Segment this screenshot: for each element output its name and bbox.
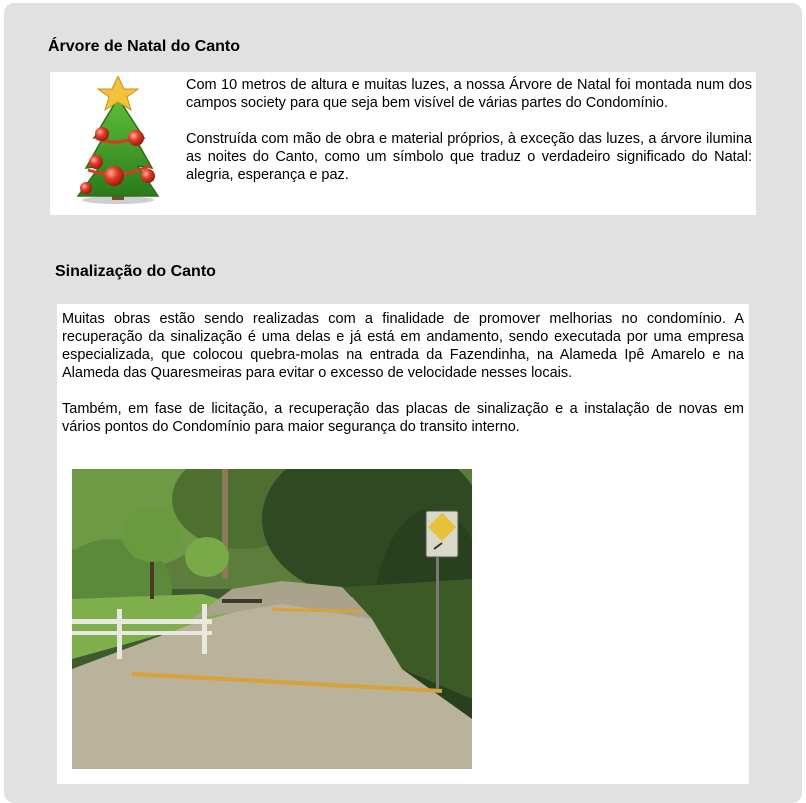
christmas-tree-text: [186, 76, 752, 202]
paragraph: Construída com mão de obra e material próprios, à exceção das luzes, a árvore ilumina as noites do Canto, como um símbolo que traduz o verdadeiro significado do Natal: alegria, esperança e paz.: [186, 131, 752, 183]
paragraph: Também, em fase de licitação, a recuperação das placas de sinalização e a instalação de novas em vários pontos do Condomínio para maior segurança do transito interno.: [62, 401, 744, 435]
christmas-tree-icon: [72, 76, 164, 206]
speed-bump-road-photo: [72, 469, 472, 769]
section-title-signage: Sinalização do Canto: [55, 263, 216, 280]
signage-box: [57, 304, 749, 784]
paragraph: Com 10 metros de altura e muitas luzes, a nossa Árvore de Natal foi montada num dos campos society para que seja bem visível de várias partes do Condomínio.: [186, 77, 752, 111]
paragraph: Muitas obras estão sendo realizadas com a finalidade de promover melhorias no condomínio. A recuperação da sinalização é uma delas e já está em andamento, sendo executada por uma empresa especializada, que colocou quebra-molas na entrada da Fazendinha, na Alameda Ipê Amarelo e na Alameda das Quaresmeiras para evitar o excesso de velocidade nesses locais.: [62, 311, 744, 381]
signage-text: [62, 310, 744, 454]
christmas-tree-box: [50, 72, 756, 215]
section-title-christmas-tree: Árvore de Natal do Canto: [48, 38, 241, 55]
